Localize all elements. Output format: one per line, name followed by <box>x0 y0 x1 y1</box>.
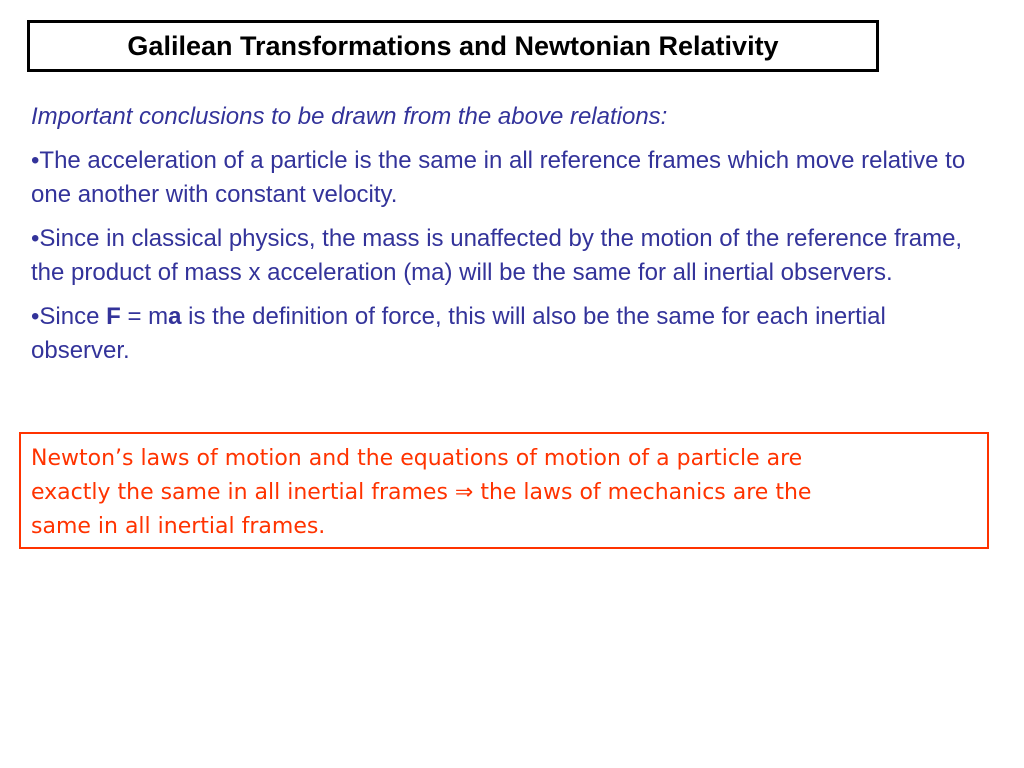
slide-title-box <box>27 20 879 72</box>
bullet-mass: •Since in classical physics, the mass is unaffected by the motion of the reference frame, the product of mass x acceleration (ma) will be the same for all inertial observers. <box>31 225 963 286</box>
conclusion-line-3: same in all inertial frames. <box>31 514 326 539</box>
bullet-acceleration: •The acceleration of a particle is the same in all reference frames which move relative to one another with constant velocity. <box>31 147 966 208</box>
acceleration-symbol: a <box>168 303 182 330</box>
force-symbol: F <box>106 303 121 330</box>
bullet-force-mid: = m <box>120 303 169 330</box>
conclusion-box <box>19 432 989 549</box>
slide-body <box>31 100 991 378</box>
conclusion-line-1: Newton’s laws of motion and the equations of motion of a particle are <box>31 446 803 471</box>
slide-title: Galilean Transformations and Newtonian Relativity <box>127 30 779 61</box>
bullet-force-post: is the definition of force, this will also be the same for each inertial observer. <box>31 303 886 364</box>
conclusion-line-2: exactly the same in all inertial frames ⇒ the laws of mechanics are the <box>31 480 812 505</box>
bullet-force-pre: •Since <box>31 303 107 330</box>
bullet-force <box>31 300 991 368</box>
intro-text: Important conclusions to be drawn from the above relations: <box>31 103 668 130</box>
